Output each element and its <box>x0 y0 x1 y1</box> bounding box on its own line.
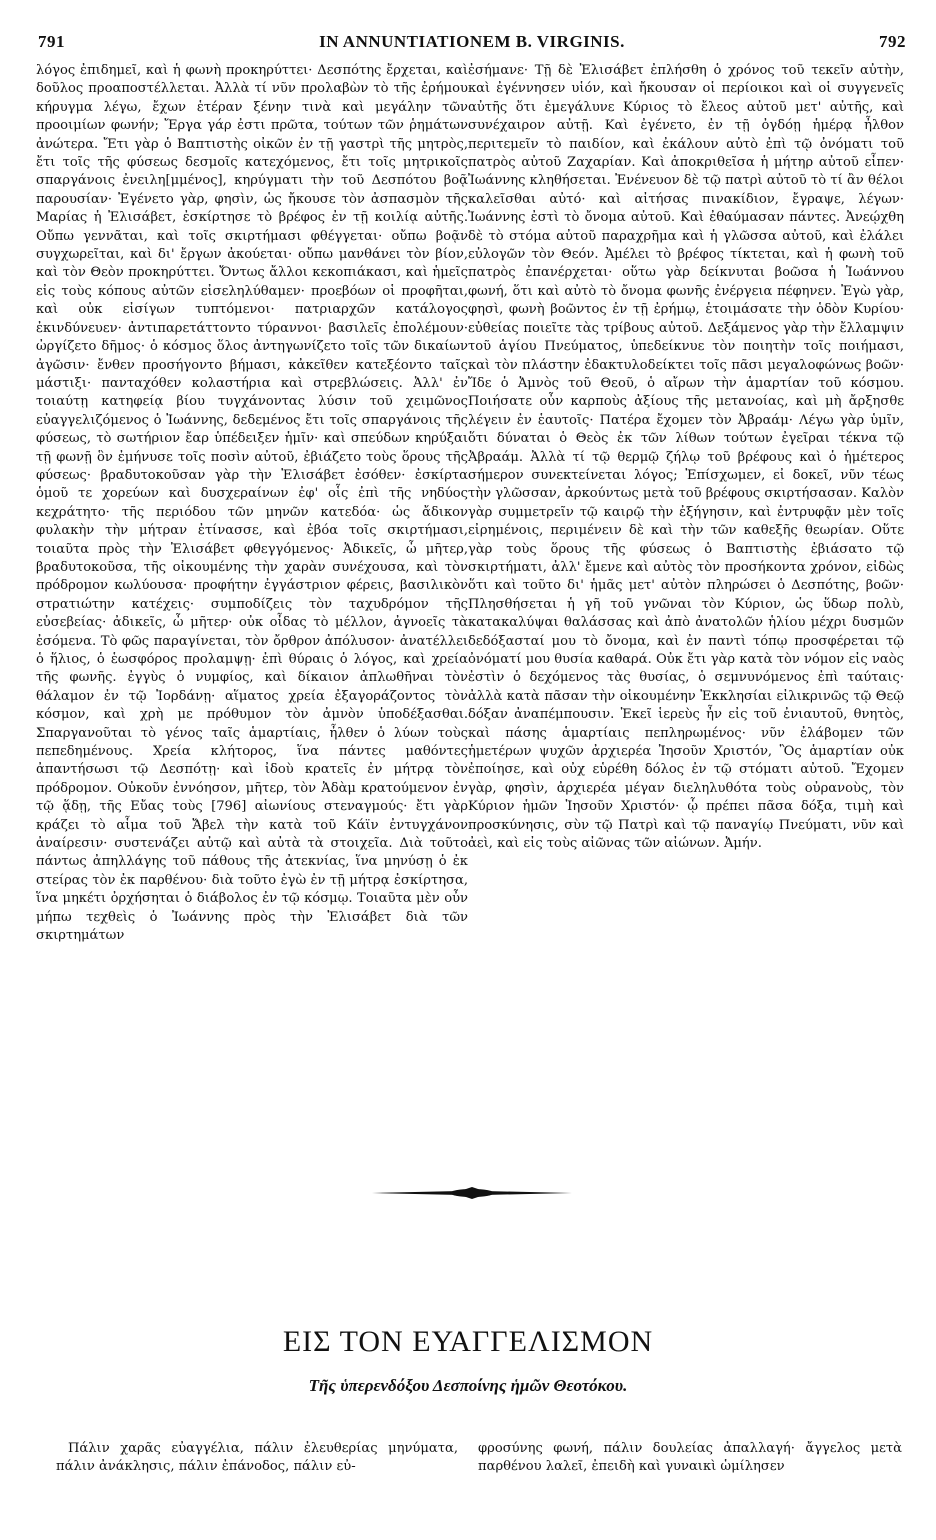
running-title: IN ANNUNTIATIONEM B. VIRGINIS. <box>319 32 625 51</box>
left-text-column <box>36 62 468 946</box>
left-column-text: λόγος ἐπιδημεῖ, καὶ ἡ φωνὴ προκηρύττει· Δεσπότης ἔρχεται, καὶ δοῦλος προαποστέλλεται. Ἀλλὰ τί νῦν προλαβὼν τὸ τῆς ἐρήμου κήρυγμα λέγω, ἔχων ἑτέραν ξένην τινὰ καὶ μεγάλην τῶν προοιμίων φωνήν; Ἔργα γάρ ἐστι πρῶτα, τούτων τῶν ῥημάτων ἀνώτερα. Ἔτι γὰρ ὁ Βαπτιστὴς οἰκῶν ἐν τῇ γαστρὶ τῆς μητρὸς, ἔτι τοῖς τῆς φύσεως δεσμοῖς κατεχόμενος, ἔτι τοῖς μητρικοῖς σπαργάνοις ἐνειλη[μμένος], κηρύγματι τὴν τοῦ Δεσπότου βοᾷ παρουσίαν· Ἐγένετο γὰρ, φησὶν, ὡς ἤκουσε τὸν ἀσπασμὸν τῆς Μαρίας ἡ Ἐλισάβετ, ἐσκίρτησε τὸ βρέφος ἐν τῇ κοιλίᾳ αὐτῆς. Οὔπω γεννᾶται, καὶ τοῖς σκιρτήμασι φθέγγεται· οὔπω βοᾷν συγχωρεῖται, καὶ δι' ἔργων ἀκούεται· οὔπω μανθάνει τὸν βίον, καὶ τὸν Θεὸν προκηρύττει. Ὄντως ἄλλοι κεκοπιάκασι, καὶ ἡμεῖς εἰς τοὺς κόπους αὐτῶν εἰσεληλύθαμεν· προεβόων οἱ προφῆται, καὶ οὐκ εἰσίγων τυπτόμενοι· πατριαρχῶν κατάλογος ἐκινδύνευεν· ἀντιπαρετάττοντο τύραννοι· βασιλεῖς ἐπολέμουν· ὠργίζετο δῆμος· ὁ κόσμος ὅλος ἀντηγωνίζετο τοῖς τῶν δικαίων ἀγῶσιν· ἔνθεν προσήγοντο βήμασι, κἀκεῖθεν κατεξέοντο ταῖς μάστιξι· πανταχόθεν κολαστήρια καὶ στρεβλώσεις. Ἀλλ' ἐν τοιαύτῃ κατηφείᾳ βίου τυγχάνοντας λύσιν τοῦ χειμῶνος εὐαγγελιζόμενος ὁ Ἰωάννης, δεδεμένος ἔτι τοῖς σπαργάνοις τῆς φύσεως, τὸ σωτήριον ἔαρ ὑπέδειξεν ἡμῖν· καὶ σπεύδων κηρύξαι τῇ φωνῇ ὃν ἐμήνυσε τοῖς ποσὶν αὐτοῦ, ἐβιάζετο τοὺς ὅρους τῆς φύσεως· βραδυτοκοῦσαν γὰρ τὴν Ἐλισάβετ ἐσόθεν· ἐσκίρτα ὁμοῦ τε χορεύων καὶ δυσχεραίνων ἐφ' οἷς ἐπὶ τῆς νηδύος κεχράτητο· τῆς περιόδου τῶν μηνῶν κατεδόα· ὡς ἄδικον φυλακὴν τὴν μήτραν ἐτίνασσε, καὶ ἐβόα τοῖς σκιρτήμασι, τοιαῦτα πρὸς τὴν Ἐλισάβετ φθεγγόμενος· Ἀδικεῖς, ὦ μῆτερ, βραδυτοκοῦσα, τῆς οἰκουμένης τὴν χαρὰν συνέχουσα, καὶ τὸν πρόδρομον κωλύουσα· προφήτην ἐγγάστριον φέρεις, βασιλικὸν στρατιώτην κατέχεις· συμποδίζεις τὸν ταχυδρόμον τῆς εὐσεβείας· ἀδικεῖς, ὦ μῆτερ· οὐκ οἶδας τὸ μέλλον, ἀγνοεῖς τὰ ἐσόμενα. Τὸ φῶς παραγίνεται, τὸν ὄρθρον ἀπόλυσον· ἀνατέλλει ὁ ἥλιος, ὁ ἑωσφόρος προλαμψῃ· ἐπὶ θύραις ὁ λόγος, καὶ χρεία τῆς φωνῆς. ἐγγὺς ὁ νυμφίος, καὶ δίκαιον ἀπλωθῆναι τὸν θάλαμον ἐν τῷ Ἰορδάνῃ· αἵματος χρεία ἐξαγοράζοντος τὸν κόσμον, καὶ χρὴ με πρόθυμον τὸν ἀμνὸν ὑποδέξασθαι. Σπαργανοῦται τὸ γένος ταῖς ἁμαρτίαις, ἦλθεν ὁ λύων τοὺς πεπεδημένους. Χρεία κλήτορος, ἵνα πάντες μαθόντες ἀπαντήσωσι τῷ Δεσπότῃ· καὶ ἰδοὺ κρατεῖς ἐν μήτρᾳ τὸν πρόδρομον. Οὐκοῦν ἐννόησον, μῆτερ, τὸν Ἀδὰμ κρατούμενον ἐν τῷ ᾅδῃ, τῆς Εὔας τοὺς [796] αἰωνίους στεναγμούς· ἔτι γὰρ κράζει τὸ αἷμα τοῦ Ἄβελ τὴν κατὰ τοῦ Κάϊν ἐντυγχάνον ἀναίρεσιν· συστενάζει αὐτῷ καὶ αὐτὰ τὰ στοιχεῖα. Διὰ τοῦτο πάντως ἀπηλλάγης τοῦ πάθους τῆς ἀτεκνίας, ἵνα μηνύσῃ ὁ ἐκ στείρας τὸν ἐκ παρθένου· διὰ τοῦτο ἐγὼ ἐν τῇ μήτρᾳ ἐσκίρτησα, ἵνα μηκέτι ὀρχήσηται ὁ διάβολος ἐν τῷ κόσμῳ. Τοιαῦτα μὲν οὖν μήπω τεχθεὶς ὁ Ἰωάννης πρὸς τὴν Ἐλισάβετ διὰ τῶν σκιρτημάτων <box>36 63 468 944</box>
bottom-right-text: φροσύνης φωνή, πάλιν δουλείας ἀπαλλαγή· ἄγγελος μετὰ παρθένου λαλεῖ, ἐπειδὴ καὶ γυναικὶ ὡμίλησεν <box>478 1441 902 1475</box>
right-page-number: 792 <box>879 32 906 51</box>
running-header <box>38 30 906 54</box>
bottom-left-text: Πάλιν χαρᾶς εὐαγγέλια, πάλιν ἐλευθερίας μηνύματα, πάλιν ἀνάκλησις, πάλιν ἐπάνοδος, πάλιν εὐ- <box>56 1441 458 1475</box>
section-divider-ornament <box>370 1184 574 1202</box>
section-subtitle: Τῆς ὑπερενδόξου Δεσποίνης ἡμῶν Θεοτόκου. <box>308 1376 628 1395</box>
left-page-number: 791 <box>38 32 65 51</box>
right-column-text: ἐσήμανε· Τῇ δὲ Ἐλισάβετ ἐπλήσθη ὁ χρόνος τοῦ τεκεῖν αὐτὴν, καὶ ἐγέννησεν υἱόν, καὶ ἤκουσαν οἱ περίοικοι καὶ οἱ συγγενεῖς αὐτῆς ὅτι ἐμεγάλυνε Κύριος τὸ ἔλεος αὐτοῦ μετ' αὐτῆς, καὶ συνέχαιρον αὐτῇ. Καὶ ἐγένετο, ἐν τῇ ὀγδόῃ ἡμέρᾳ ἦλθον περιτεμεῖν τὸ παιδίον, καὶ ἐκάλουν αὐτὸ ἐπὶ τῷ ὀνόματι τοῦ πατρὸς αὐτοῦ Ζαχαρίαν. Καὶ ἀποκριθεῖσα ἡ μήτηρ αὐτοῦ εἶπεν· Ἰωάννης κληθήσεται. Ἐνένευον δὲ τῷ πατρὶ αὐτοῦ τὸ τί ἂν θέλοι καλεῖσθαι αὐτό· καὶ αἰτήσας πινακίδιον, ἔγραψε, λέγων· Ἰωάννης ἐστὶ τὸ ὄνομα αὐτοῦ. Καὶ ἐθαύμασαν πάντες. Ἀνεῴχθη δὲ τὸ στόμα αὐτοῦ παραχρῆμα καὶ ἡ γλῶσσα αὐτοῦ, καὶ ἐλάλει εὐλογῶν τὸν Θεόν. Ἀμέλει τὸ βρέφος τίκτεται, καὶ ἡ φωνὴ τοῦ πατρὸς ἐπανέρχεται· οὕτω γὰρ δείκνυται βοῶσα ἡ Ἰωάννου φωνή, ὅτι καὶ αὐτὸ τὸ ὄνομα φωνῆς ἐνέργεια πέφηνεν. Ἐγὼ γὰρ, φησὶ, φωνὴ βοῶντος ἐν τῇ ἐρήμῳ, ἑτοιμάσατε τὴν ὁδὸν Κυρίου· εὐθείας ποιεῖτε τὰς τρίβους αὐτοῦ. Δεξάμενος γὰρ τὴν ἔλλαμψιν τοῦ ἁγίου Πνεύματος, ὑπεδείκνυε τὸν ποιητὴν τοῖς ποιήμασι, καὶ τὸν πλάστην ἐδακτυλοδείκτει τοῖς πᾶσι μεγαλοφώνως βοῶν· Ἴδε ὁ Ἀμνὸς τοῦ Θεοῦ, ὁ αἴρων τὴν ἁμαρτίαν τοῦ κόσμου. Ποιήσατε οὖν καρποὺς ἀξίους τῆς μετανοίας, καὶ μὴ ἄρξησθε λέγειν ἐν ἑαυτοῖς· Πατέρα ἔχομεν τὸν Ἀβραάμ· Λέγω γὰρ ὑμῖν, ὅτι δύναται ὁ Θεὸς ἐκ τῶν λίθων τούτων ἐγεῖραι τέκνα τῷ Ἀβραάμ. Ἀλλὰ τί τῷ θερμῷ ζήλῳ τοῦ βρέφους καὶ ὁ ἡμέτερος σήμερον συνεκτείνεται λόγος; Ἐπίσχωμεν, εἰ δοκεῖ, νῦν τέως τὴν γλῶσσαν, ἀρκούντως μετὰ τοῦ βρέφους σκιρτήσασαν. Καλὸν γὰρ συμμετρεῖν τῷ καιρῷ τὴν ἐξήγησιν, καὶ ἐντρυφᾷν μὲν τοῖς εἰρημένοις, περιμένειν δὲ καὶ τὴν τῶν καθεξῆς θεωρίαν. Οὕτε γὰρ τοὺς ὅρους τῆς φύσεως ὁ Βαπτιστὴς ἐβιάσατο τῷ σκιρτήματι, ἀλλ' ἔμενε καὶ αὐτὸς τὸν προσήκοντα χρόνον, εἰδὼς ὅτι καὶ τοῦτο δι' ἡμᾶς μετ' αὐτὸν πληρώσει ὁ Δεσπότης, βοῶν· Πλησθήσεται ἡ γῆ τοῦ γνῶναι τὸν Κύριον, ὡς ὕδωρ πολὺ, κατακαλύψαι θαλάσσας καὶ ἀπὸ ἀνατολῶν ἡλίου μέχρι δυσμῶν δεδόξασταί μου τὸ ὄνομα, καὶ ἐν παντὶ τόπῳ προσφέρεται τῷ ὀνόματί μου θυσία καθαρά. Οὐκ ἔτι γὰρ κατὰ τὸν νόμον εἰς ναὸς ἐστὶν ὁ δεχόμενος τὰς θυσίας, ὁ σεμνυνόμενος ἐπὶ ταύταις· ἀλλὰ κατὰ πᾶσαν τὴν οἰκουμένην Ἐκκλησίαι εἰλικρινῶς τῷ Θεῷ δόξαν ἀναπέμπουσιν. Ἐκεῖ ἱερεὺς ἦν εἰς τοῦ ἐνιαυτοῦ, θνητὸς, καὶ πάσης ἁμαρτίαις πεπληρωμένος· νῦν ἐλάβομεν τῶν ἡμετέρων ψυχῶν ἀρχιερέα Ἰησοῦν Χριστόν, Ὃς ἁμαρτίαν οὐκ ἐποίησε, καὶ οὐχ εὑρέθη δόλος ἐν τῷ στόματι αὐτοῦ. Ἔχομεν γὰρ, φησὶν, ἀρχιερέα μέγαν διεληλυθότα τοὺς οὐρανοὺς, τὸν Κύριον ἡμῶν Ἰησοῦν Χριστόν· ᾧ πρέπει πᾶσα δόξα, τιμὴ καὶ προσκύνησις, σὺν τῷ Πατρὶ καὶ τῷ παναγίῳ Πνεύματι, νῦν καὶ ἀεὶ, καὶ εἰς τοὺς αἰῶνας τῶν αἰώνων. Ἀμήν. <box>468 63 904 852</box>
section-title: ΕΙΣ ΤΟΝ ΕΥΑΓΓΕΛΙΣΜΟΝ <box>282 1325 654 1358</box>
right-text-column <box>468 62 904 853</box>
